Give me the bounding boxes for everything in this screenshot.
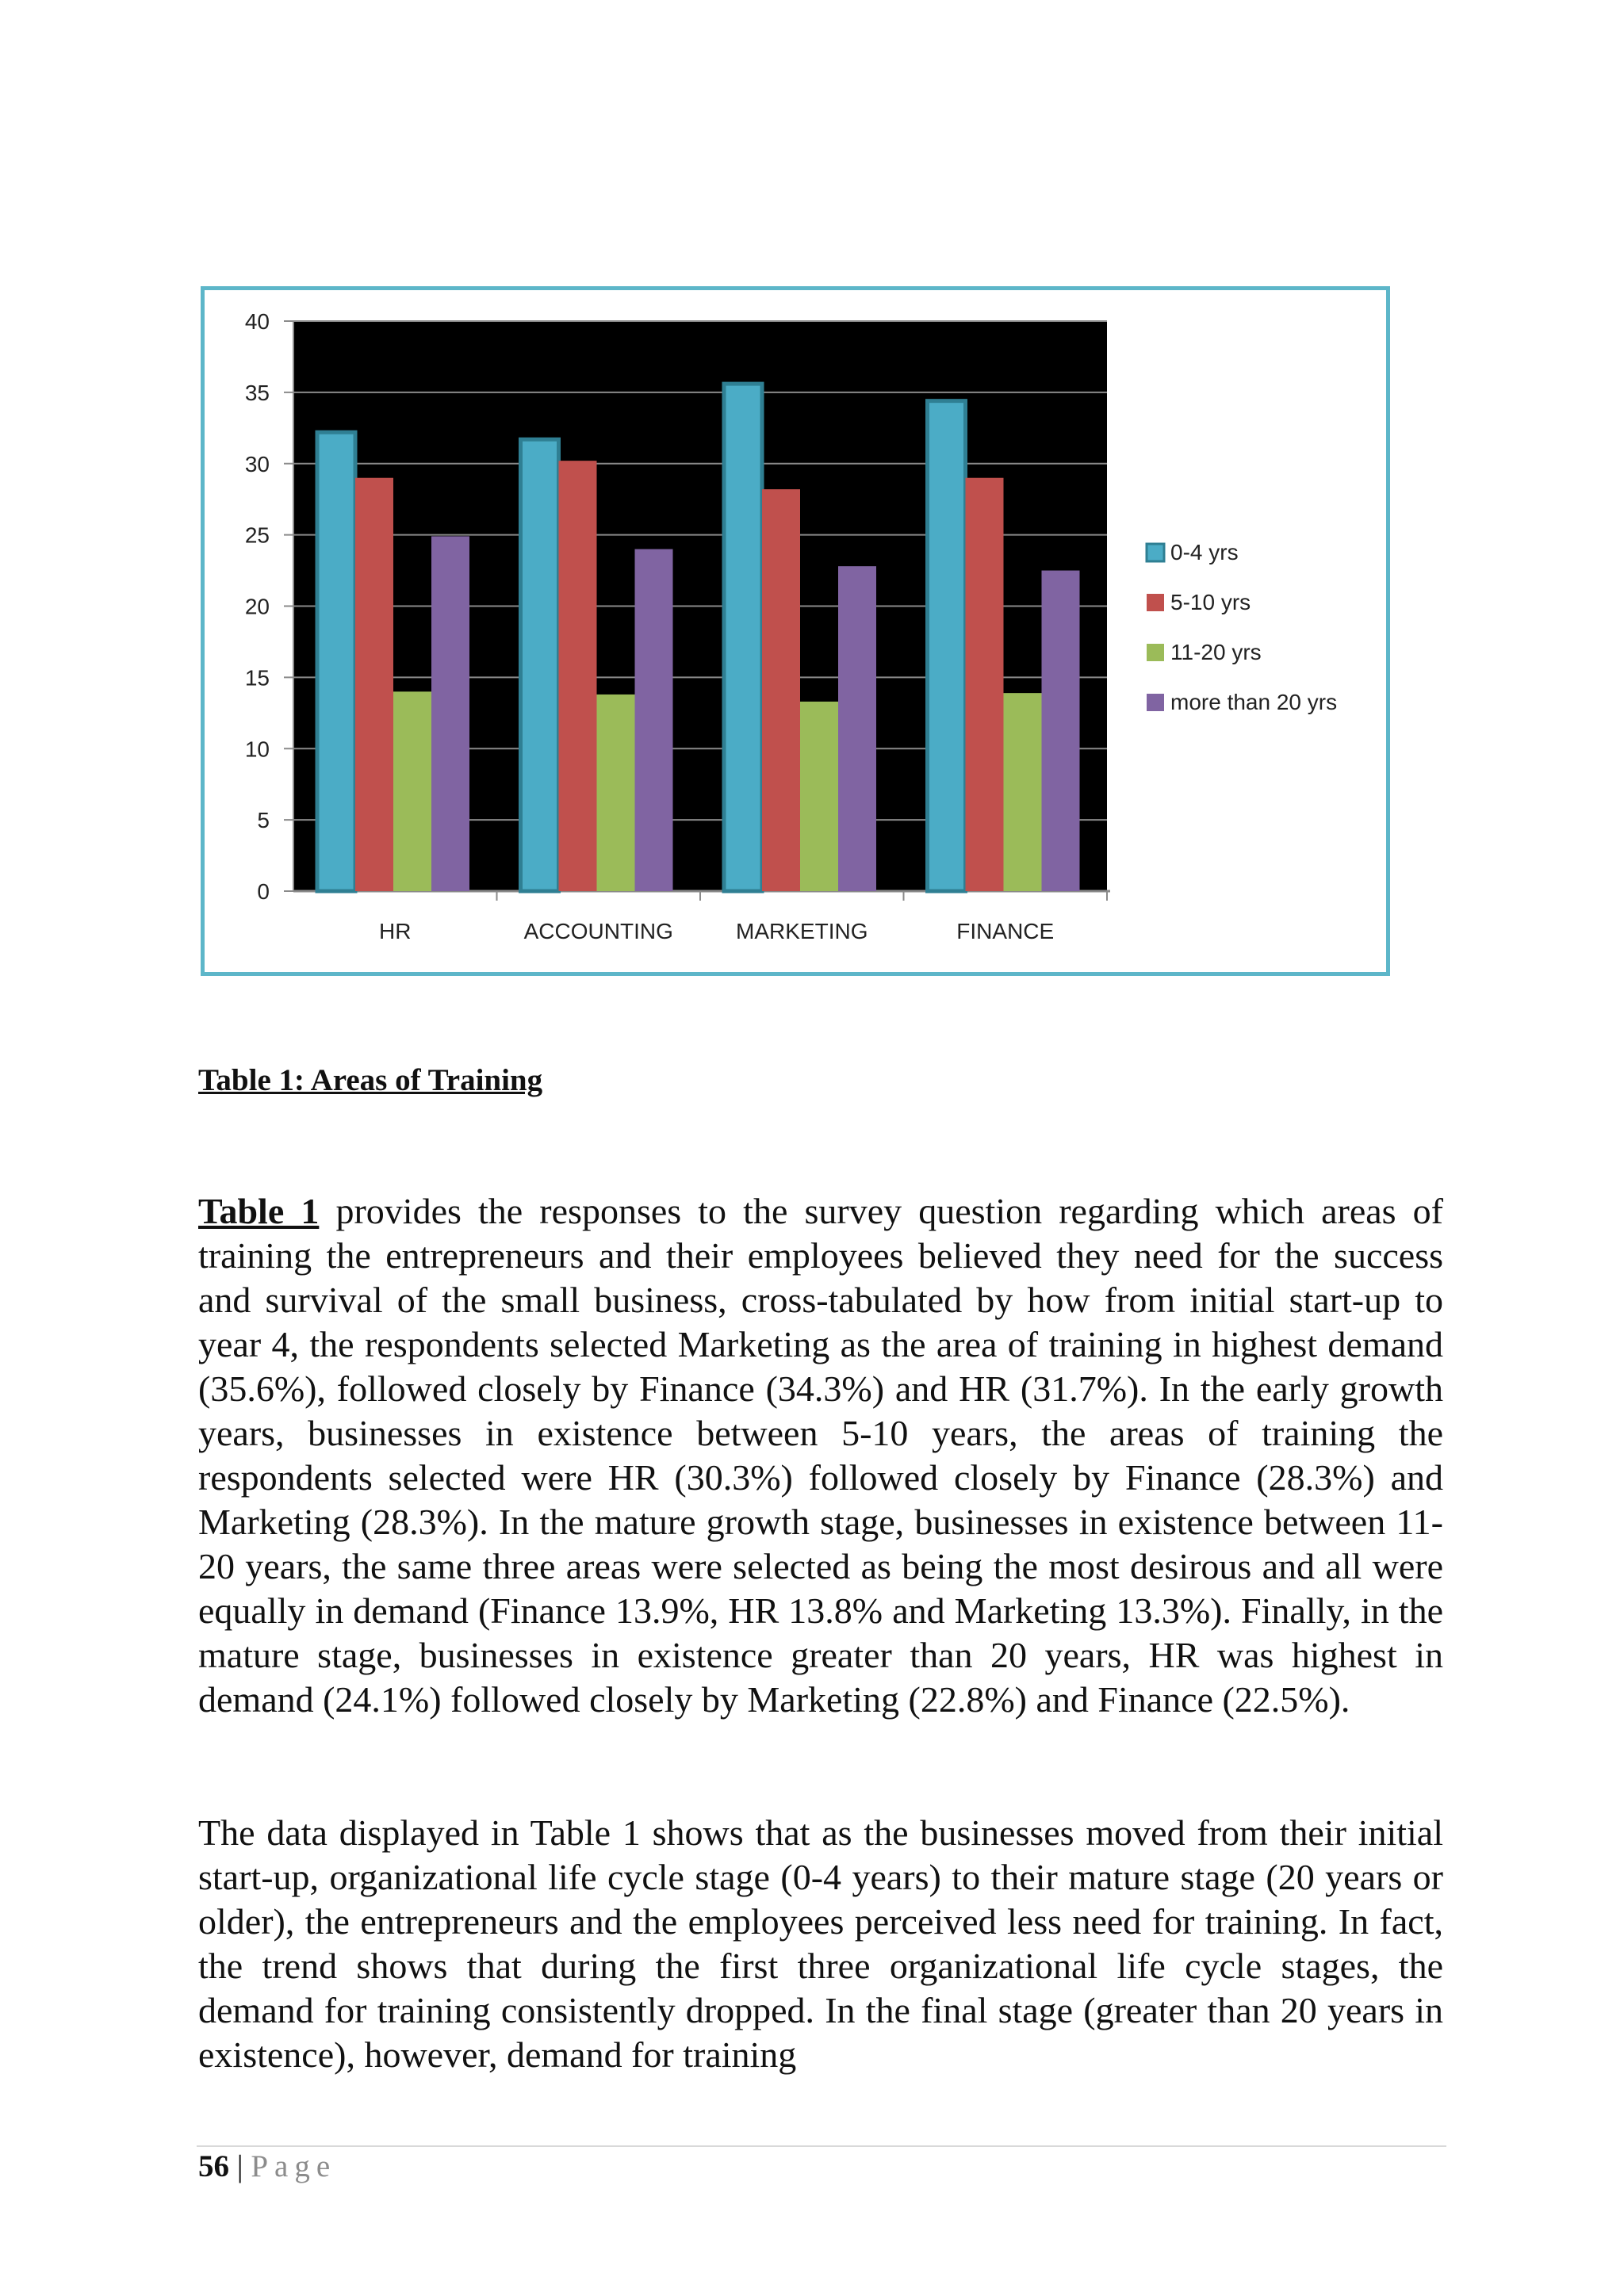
table-reference: Table 1	[198, 1191, 320, 1231]
bar-5-10-yrs-finance	[966, 478, 1004, 891]
bar-11-20-yrs-finance	[1004, 693, 1042, 891]
bar-11-20-yrs-hr	[393, 691, 431, 891]
y-tick-label: 40	[244, 309, 270, 334]
legend-label: more than 20 yrs	[1170, 690, 1338, 714]
bar-more-than-20-yrs-accounting	[635, 549, 673, 891]
bar-0-4-yrs-marketing	[724, 384, 762, 891]
chart-frame	[201, 286, 1390, 976]
paragraph-1-text: provides the responses to the survey question regarding which areas of training the entrepreneurs and their employees believed they need for the success and survival of the small business, cross-tabulated by how from initial start-up to year 4, the respondents selected Marketing as the area of training in highest demand (35.6%), followed closely by Finance (34.3%) and HR (31.7%). In the early growth years, businesses in existence between 5-10 years, the areas of training the respondents selected were HR (30.3%) followed closely by Finance (28.3%) and Marketing (28.3%). In the mature growth stage, businesses in existence between 11-20 years, the same three areas were selected as being the most desirous and all were equally in demand (Finance 13.9%, HR 13.8% and Marketing 13.3%). Finally, in the mature stage, businesses in existence greater than 20 years, HR was highest in demand (24.1%) followed closely by Marketing (22.8%) and Finance (22.5%).	[198, 1191, 1443, 1720]
bar-more-than-20-yrs-marketing	[838, 566, 876, 891]
bar-more-than-20-yrs-finance	[1042, 571, 1080, 891]
page-footer	[198, 2149, 336, 2184]
x-tick-label: MARKETING	[736, 919, 868, 943]
paragraph-2: The data displayed in Table 1 shows that as the businesses moved from their initial start-up, organizational life cycle stage (0-4 years) to their mature stage (20 years or older), the entrepreneurs and the employees perceived less need for training. In fact, the trend shows that during the first three organizational life cycle stages, the demand for training consistently dropped. In the final stage (greater than 20 years in existence), however, demand for training	[198, 1812, 1443, 2075]
y-tick-label: 0	[257, 879, 270, 904]
bar-11-20-yrs-marketing	[800, 702, 838, 891]
bar-11-20-yrs-accounting	[597, 695, 635, 891]
legend-swatch	[1147, 594, 1164, 611]
y-tick-label: 35	[244, 380, 270, 405]
bar-0-4-yrs-finance	[928, 401, 966, 891]
bar-5-10-yrs-marketing	[762, 489, 800, 891]
y-tick-label: 10	[244, 737, 270, 762]
table-caption: Table 1: Areas of Training	[198, 1063, 543, 1097]
y-tick-label: 5	[257, 808, 270, 833]
legend-label: 5-10 yrs	[1170, 590, 1251, 614]
legend-swatch	[1147, 694, 1164, 711]
x-tick-label: ACCOUNTING	[523, 919, 673, 943]
footer-divider	[197, 2145, 1446, 2147]
x-tick-label: FINANCE	[956, 919, 1055, 943]
footer-separator: |	[229, 2149, 251, 2183]
bar-5-10-yrs-accounting	[559, 461, 597, 891]
bar-0-4-yrs-accounting	[521, 439, 559, 891]
y-tick-label: 15	[244, 665, 270, 691]
bar-chart	[205, 290, 1386, 972]
legend-swatch	[1147, 644, 1164, 661]
legend-swatch	[1147, 544, 1164, 561]
paragraph-1	[198, 1189, 1443, 1722]
legend-label: 11-20 yrs	[1170, 640, 1262, 664]
legend-label: 0-4 yrs	[1170, 540, 1239, 564]
bar-5-10-yrs-hr	[355, 478, 393, 891]
page-number: 56	[198, 2149, 229, 2183]
y-tick-label: 20	[244, 594, 270, 619]
bar-0-4-yrs-hr	[317, 432, 355, 891]
bar-more-than-20-yrs-hr	[431, 536, 469, 891]
x-tick-label: HR	[379, 919, 412, 943]
y-tick-label: 25	[244, 522, 270, 548]
y-tick-label: 30	[244, 451, 270, 476]
page-label: Page	[251, 2149, 337, 2183]
